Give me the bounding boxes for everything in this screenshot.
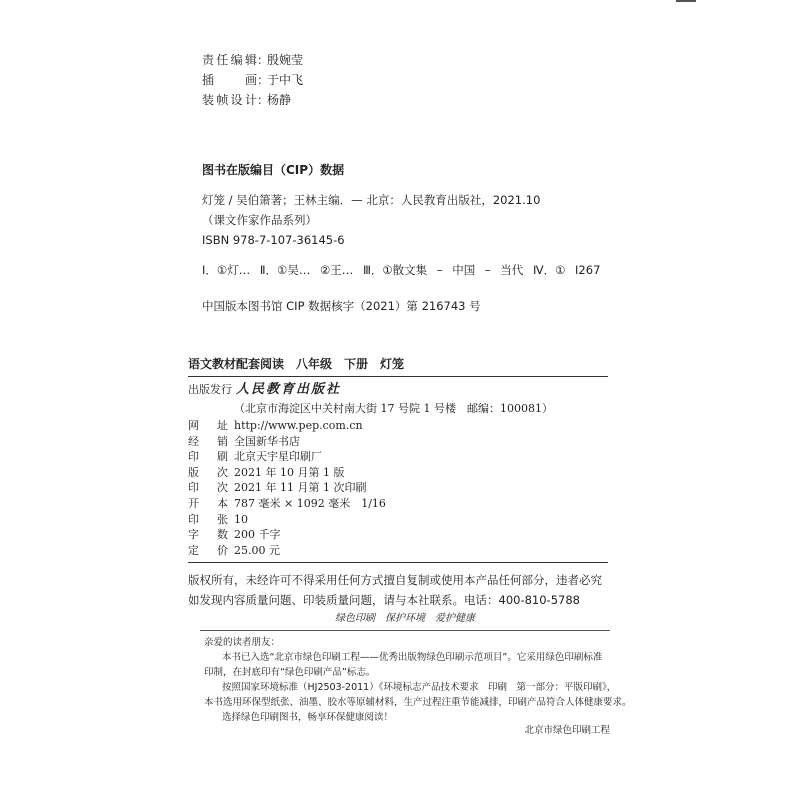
notice-line: 本书选用环保型纸张、油墨、胶水等原辅材料，生产过程注重节能减排，印刷产品符合人体健康要求。 (204, 697, 632, 708)
pub-value: 全国新华书店 (234, 434, 300, 448)
credit-label: 插 画 (202, 73, 257, 87)
scan-edge-mark (676, 0, 696, 2)
credits-block (202, 50, 303, 110)
notice-line: 按照国家环境标准（HJ2503-2011）《环境标志产品技术要求 印刷 第一部分：平版印刷》， (222, 682, 617, 693)
contact-line: 如发现内容质量问题、印装质量问题，请与本社联系。电话：400-810-5788 (188, 593, 580, 607)
pub-row-printing (188, 480, 553, 496)
book-title: 语文教材配套阅读 八年级 下册 灯笼 (188, 355, 608, 377)
pub-value: 北京天宇星印刷厂 (234, 450, 322, 464)
pub-value: 787 毫米 × 1092 毫米 1/16 (234, 496, 386, 510)
pub-value: 10 (234, 512, 248, 526)
cip-block (202, 160, 600, 316)
notice-signature: 北京市绿色印刷工程 (524, 725, 610, 736)
pub-row-website (188, 418, 553, 434)
notice-line: 印制，在封底印有“绿色印刷产品”标志。 (204, 667, 376, 678)
credit-label: 装 帧 设 计 (202, 93, 257, 107)
credit-label: 责 任 编 辑 (202, 53, 257, 67)
credit-designer: 装 帧 设 计 ： 杨静 (202, 90, 303, 110)
divider (188, 562, 608, 563)
copyright-line: 版权所有，未经许可不得采用任何方式擅自复制或使用本产品任何部分，违者必究 (188, 573, 602, 587)
pub-label: 出 版 发 行 (188, 383, 232, 396)
publisher-logo: 人民教育出版社 (236, 382, 342, 397)
notice-line: 本书已入选“北京市绿色印刷工程——优秀出版物绿色印刷示范项目”。它采用绿色印刷标准 (222, 652, 603, 663)
cip-entry: 灯笼 / 吴伯箫著；王林主编．— 北京：人民教育出版社，2021.10 (202, 193, 541, 207)
pub-value: 2021 年 10 月第 1 版 (234, 465, 345, 479)
publisher-row (188, 380, 553, 400)
pub-label: 定 价 (188, 543, 228, 557)
pub-label: 网 址 (188, 419, 228, 432)
cip-heading: 图书在版编目（CIP）数据 (202, 163, 345, 177)
notice-greeting: 亲爱的读者朋友： (204, 637, 281, 648)
pub-value: 25.00 元 (234, 543, 280, 557)
cip-isbn: ISBN 978-7-107-36145-6 (202, 233, 345, 247)
pub-label: 经 销 (188, 434, 228, 448)
credit-value: 殷婉莹 (267, 53, 304, 67)
pub-row-sheets (188, 512, 553, 528)
pub-row-printer (188, 449, 553, 465)
pub-label: 印 刷 (188, 450, 228, 464)
pub-value: 200 千字 (234, 528, 281, 542)
pub-row-price (188, 543, 553, 559)
pub-label: 印 张 (188, 512, 228, 526)
pub-label: 版 次 (188, 465, 228, 479)
cip-classification: Ⅰ．①灯… Ⅱ．①吴… ②王… Ⅲ．①散文集 – 中国 – 当代 Ⅳ．① I267 (202, 263, 601, 277)
pub-row-edition (188, 465, 553, 481)
pub-label: 印 次 (188, 481, 228, 495)
notice-line: 选择绿色印刷图书，畅享环保健康阅读！ (222, 712, 394, 723)
pub-row-wordcount (188, 527, 553, 543)
pub-label: 字 数 (188, 528, 228, 542)
publication-info (188, 380, 553, 558)
green-printing-slogan: 绿色印刷 保护环境 爱护健康 (335, 613, 475, 624)
pub-row-format (188, 496, 553, 512)
credit-illustrator: 插 画 ： 于中飞 (202, 70, 303, 90)
publisher-address: （北京市海淀区中关村南大街 17 号院 1 号楼 邮编：100081） (234, 402, 553, 415)
green-printing-notice (200, 613, 632, 736)
pub-label: 开 本 (188, 496, 228, 510)
copyright-notice (188, 570, 602, 610)
website-link: http://www.pep.com.cn (234, 419, 363, 432)
credit-editor: 责 任 编 辑 ： 殷婉莹 (202, 50, 303, 70)
credit-value: 于中飞 (267, 73, 304, 87)
pub-row-distributor (188, 434, 553, 450)
pub-value: 2021 年 11 月第 1 次印刷 (234, 481, 367, 495)
cip-series: （课文作家作品系列） (202, 213, 317, 227)
credit-value: 杨静 (267, 93, 292, 107)
cip-record-number: 中国版本图书馆 CIP 数据核字（2021）第 216743 号 (202, 299, 481, 313)
